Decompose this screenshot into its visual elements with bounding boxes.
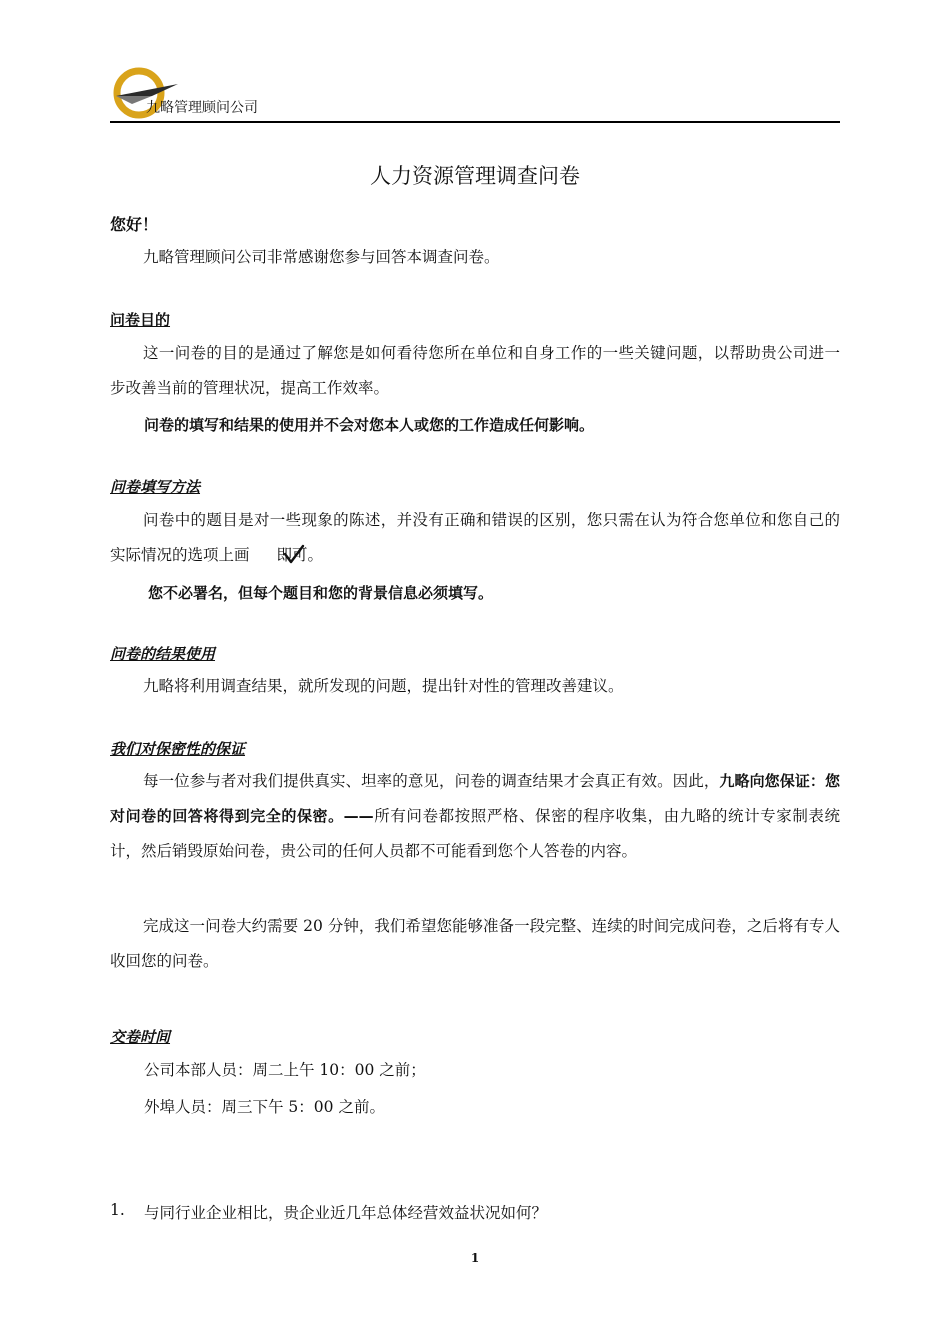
method-heading: 问卷填写方法 bbox=[110, 478, 201, 496]
method-text-b: 即可。 bbox=[276, 546, 323, 564]
confidentiality-text-1: 每一位参与者对我们提供真实、坦率的意见，问卷的调查结果才会真正有效。因此， bbox=[143, 772, 720, 790]
purpose-bold-note: 问卷的填写和结果的使用并不会对您本人或您的工作造成任何影响。 bbox=[144, 416, 595, 434]
method-paragraph bbox=[110, 503, 840, 573]
duration-paragraph bbox=[110, 909, 840, 979]
deadline-hq: 公司本部人员：周二上午 10：00 之前； bbox=[144, 1061, 426, 1079]
confidentiality-text-2: 所有问卷都按照严格、保密的程序收集，由九略的统计专家制表统计，然后销毁原始问卷，贵公司的任何人员都不可能看到您个人答卷的内容。 bbox=[110, 807, 840, 860]
greeting: 您好！ bbox=[110, 215, 159, 234]
deadline-field: 外埠人员：周三下午 5：00 之前。 bbox=[144, 1098, 385, 1116]
result-text: 九略将利用调查结果，就所发现的问题，提出针对性的管理改善建议。 bbox=[143, 677, 624, 695]
purpose-text: 这一问卷的目的是通过了解您是如何看待您所在单位和自身工作的一些关键问题，以帮助贵公司进一步改善当前的管理状况，提高工作效率。 bbox=[110, 344, 840, 397]
checkmark-icon bbox=[250, 543, 272, 565]
method-text-a: 问卷中的题目是对一些现象的陈述，并没有正确和错误的区别，您只需在认为符合您单位和您自己的实际情况的选项上画 bbox=[110, 511, 840, 564]
header-divider bbox=[110, 121, 840, 123]
confidentiality-heading: 我们对保密性的保证 bbox=[110, 740, 246, 758]
duration-text: 完成这一问卷大约需要 20 分钟，我们希望您能够准备一段完整、连续的时间完成问卷，之后将有专人收回您的问卷。 bbox=[110, 917, 840, 970]
question-1-number: 1. bbox=[110, 1201, 125, 1219]
method-bold-note: 您不必署名，但每个题目和您的背景信息必须填写。 bbox=[148, 584, 494, 602]
confidentiality-bold: 九略向您保证：您对问卷的回答将得到完全的保密。—— bbox=[110, 772, 840, 825]
deadline-heading: 交卷时间 bbox=[110, 1028, 171, 1046]
confidentiality-paragraph bbox=[110, 764, 840, 869]
result-heading: 问卷的结果使用 bbox=[110, 645, 216, 663]
thanks-paragraph bbox=[110, 240, 840, 275]
question-1-text: 与同行业企业相比，贵企业近几年总体经营效益状况如何？ bbox=[144, 1204, 548, 1222]
purpose-heading: 问卷目的 bbox=[110, 311, 171, 329]
thanks-text: 九略管理顾问公司非常感谢您参与回答本调查问卷。 bbox=[143, 248, 500, 266]
page-title: 人力资源管理调查问卷 bbox=[370, 164, 580, 188]
purpose-paragraph bbox=[110, 336, 840, 406]
page-number: 1 bbox=[470, 1251, 480, 1265]
result-paragraph bbox=[110, 669, 840, 704]
company-name: 九略管理顾问公司 bbox=[146, 100, 258, 116]
